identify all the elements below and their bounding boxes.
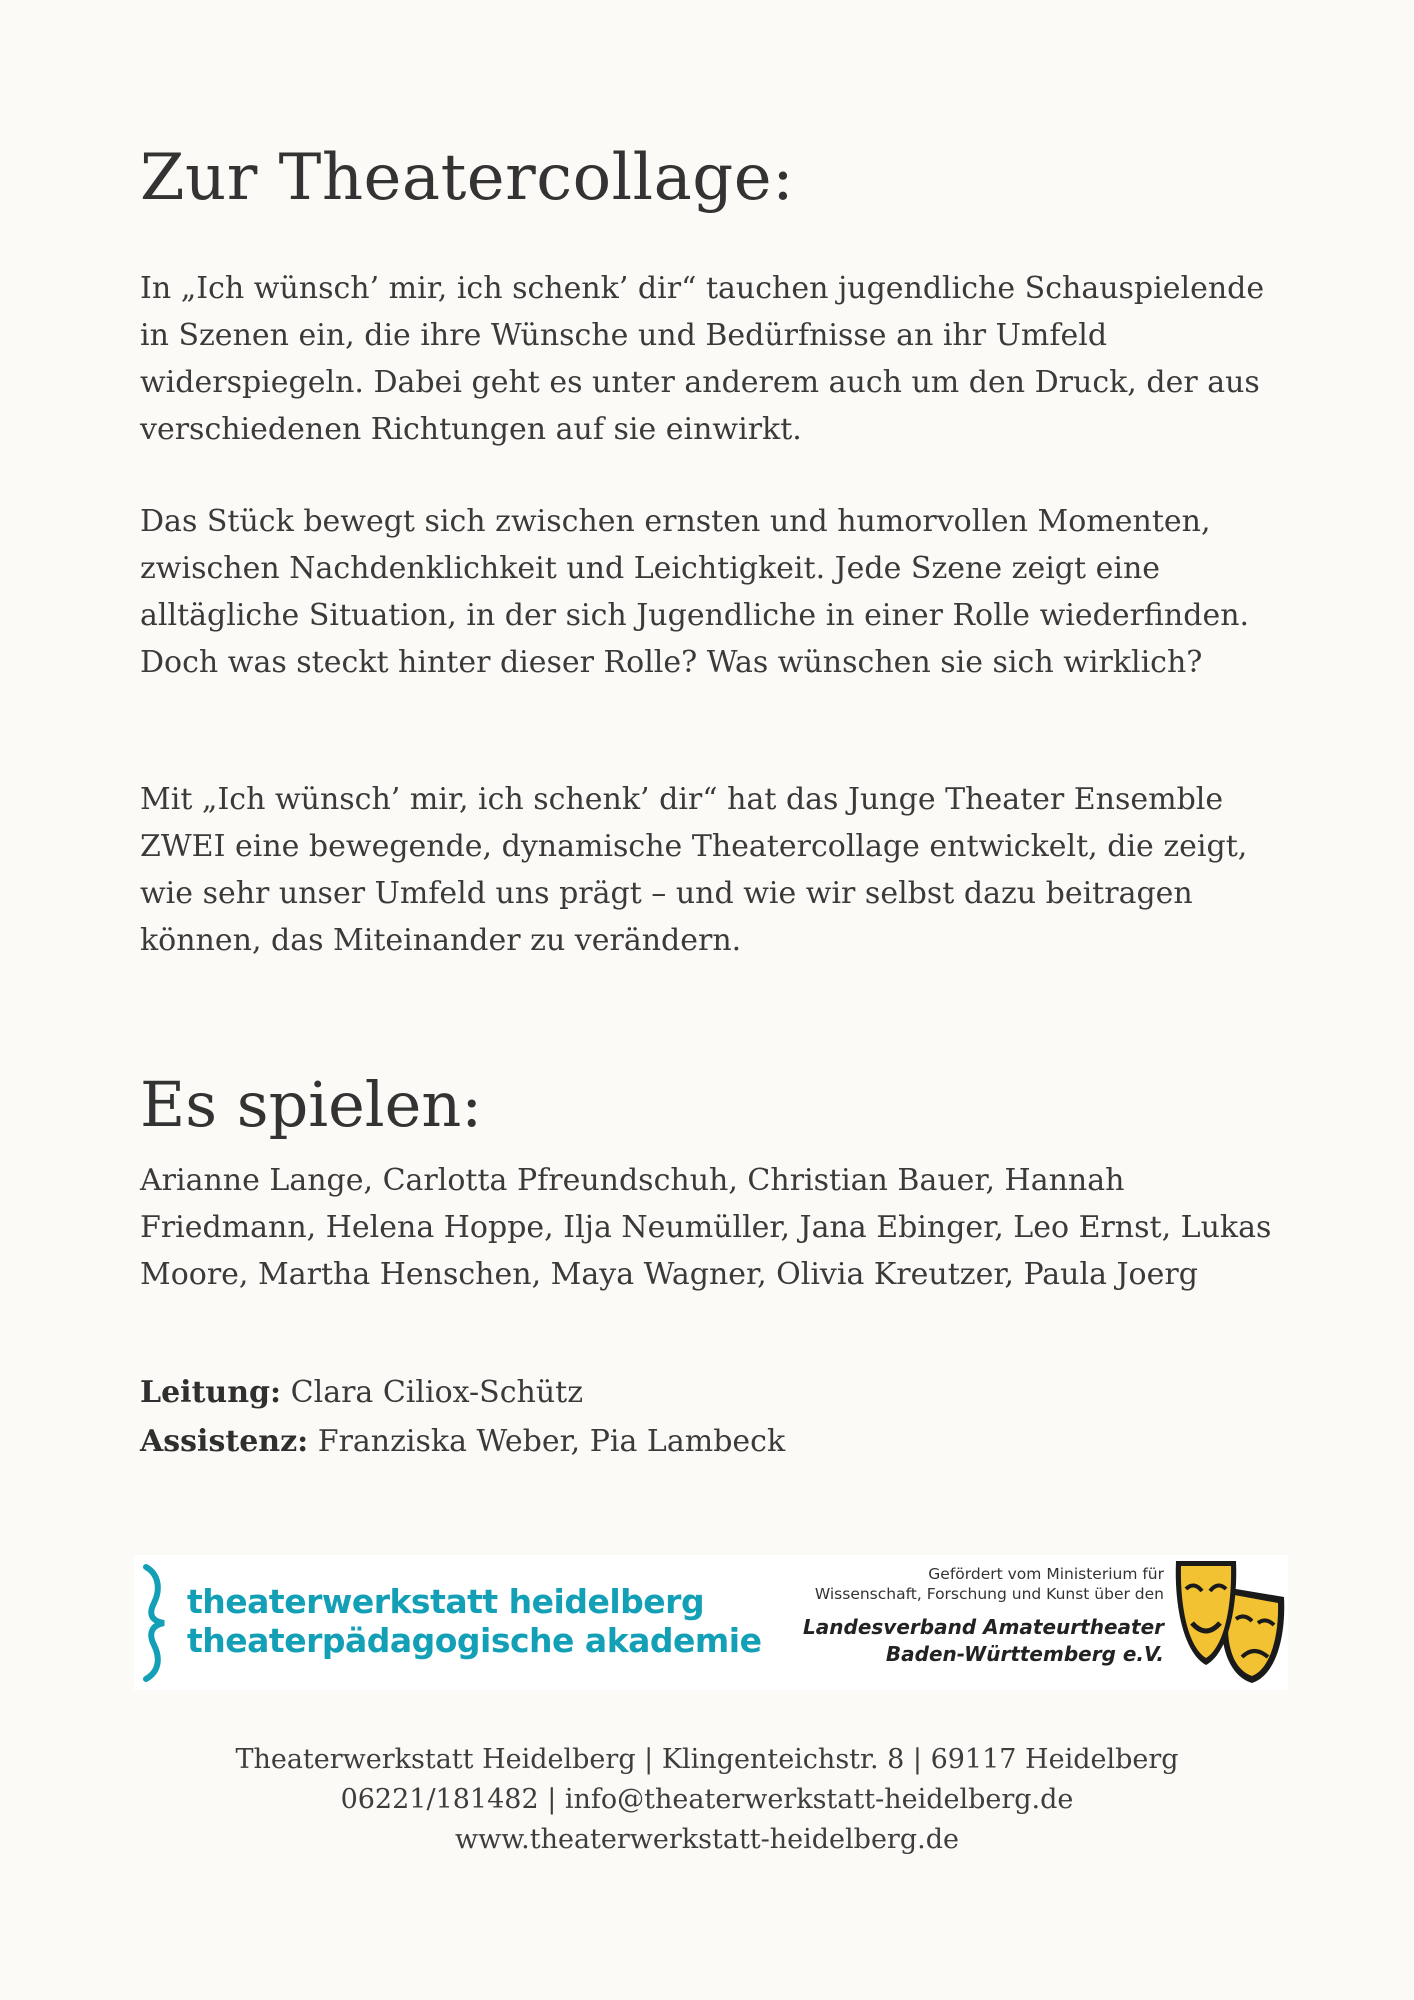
theater-masks-icon — [1172, 1557, 1288, 1687]
sponsor-line1: Gefördert vom Ministerium für — [928, 1565, 1164, 1583]
paragraph-summary: Mit „Ich wünsch’ mir, ich schenk’ dir“ hat das Junge Theater Ensemble ZWEI eine bewegende, dynamische Theatercollage entwickelt, die zeigt, wie sehr unser Umfeld uns prägt – und wie wir selbst dazu beitragen können, das Miteinander zu verändern. — [140, 782, 1248, 958]
paragraph-description: Das Stück bewegt sich zwischen ernsten und humorvollen Momenten, zwischen Nachdenklichkeit und Leichtigkeit. Jede Szene zeigt eine alltägliche Situation, in der sich Jugendliche in einer Rolle wiederfinden. Doch was steckt hinter dieser Rolle? Was wünschen sie sich wirklich? — [140, 504, 1250, 680]
credit-leitung-value: Clara Ciliox-Schütz — [281, 1375, 584, 1410]
footer-contact: 06221/181482 | info@theaterwerkstatt-heidelberg.de — [340, 1784, 1074, 1815]
brace-icon — [134, 1563, 174, 1683]
theaterwerkstatt-logo-line2: theaterpädagogische akademie — [187, 1621, 762, 1660]
theaterwerkstatt-logo — [134, 1555, 774, 1690]
theaterwerkstatt-logo-line1: theaterwerkstatt heidelberg — [187, 1582, 705, 1621]
sponsor-line2: Wissenschaft, Forschung und Kunst über den — [814, 1585, 1164, 1603]
sponsor-line3: Landesverband Amateurtheater — [803, 1615, 1164, 1639]
credit-leitung-label: Leitung: — [140, 1375, 282, 1410]
credit-assistenz — [140, 1419, 785, 1465]
logo-band — [134, 1555, 1288, 1690]
paragraph-intro: In „Ich wünsch’ mir, ich schenk’ dir“ tauchen jugendliche Schauspielende in Szenen ein, die ihre Wünsche und Bedürfnisse an ihr Umfeld widerspiegeln. Dabei geht es unter anderem auch um den Druck, der aus verschiedenen Richtungen auf sie einwirkt. — [140, 271, 1265, 447]
heading-cast: Es spielen: — [140, 1068, 483, 1141]
footer-address: Theaterwerkstatt Heidelberg | Klingenteichstr. 8 | 69117 Heidelberg — [235, 1744, 1179, 1775]
cast-list: Arianne Lange, Carlotta Pfreundschuh, Christian Bauer, Hannah Friedmann, Helena Hoppe, Ilja Neumüller, Jana Ebinger, Leo Ernst, Lukas Moore, Martha Henschen, Maya Wagner, Olivia Kreutzer, Paula Joerg — [140, 1163, 1272, 1292]
heading-collage: Zur Theatercollage: — [140, 141, 795, 215]
footer-website: www.theaterwerkstatt-heidelberg.de — [455, 1824, 959, 1855]
credit-assistenz-value: Franziska Weber, Pia Lambeck — [308, 1424, 786, 1459]
landesverband-logo — [774, 1555, 1288, 1690]
credit-assistenz-label: Assistenz: — [140, 1424, 309, 1459]
credit-leitung — [140, 1370, 583, 1416]
sponsor-line4: Baden-Württemberg e.V. — [885, 1642, 1164, 1666]
